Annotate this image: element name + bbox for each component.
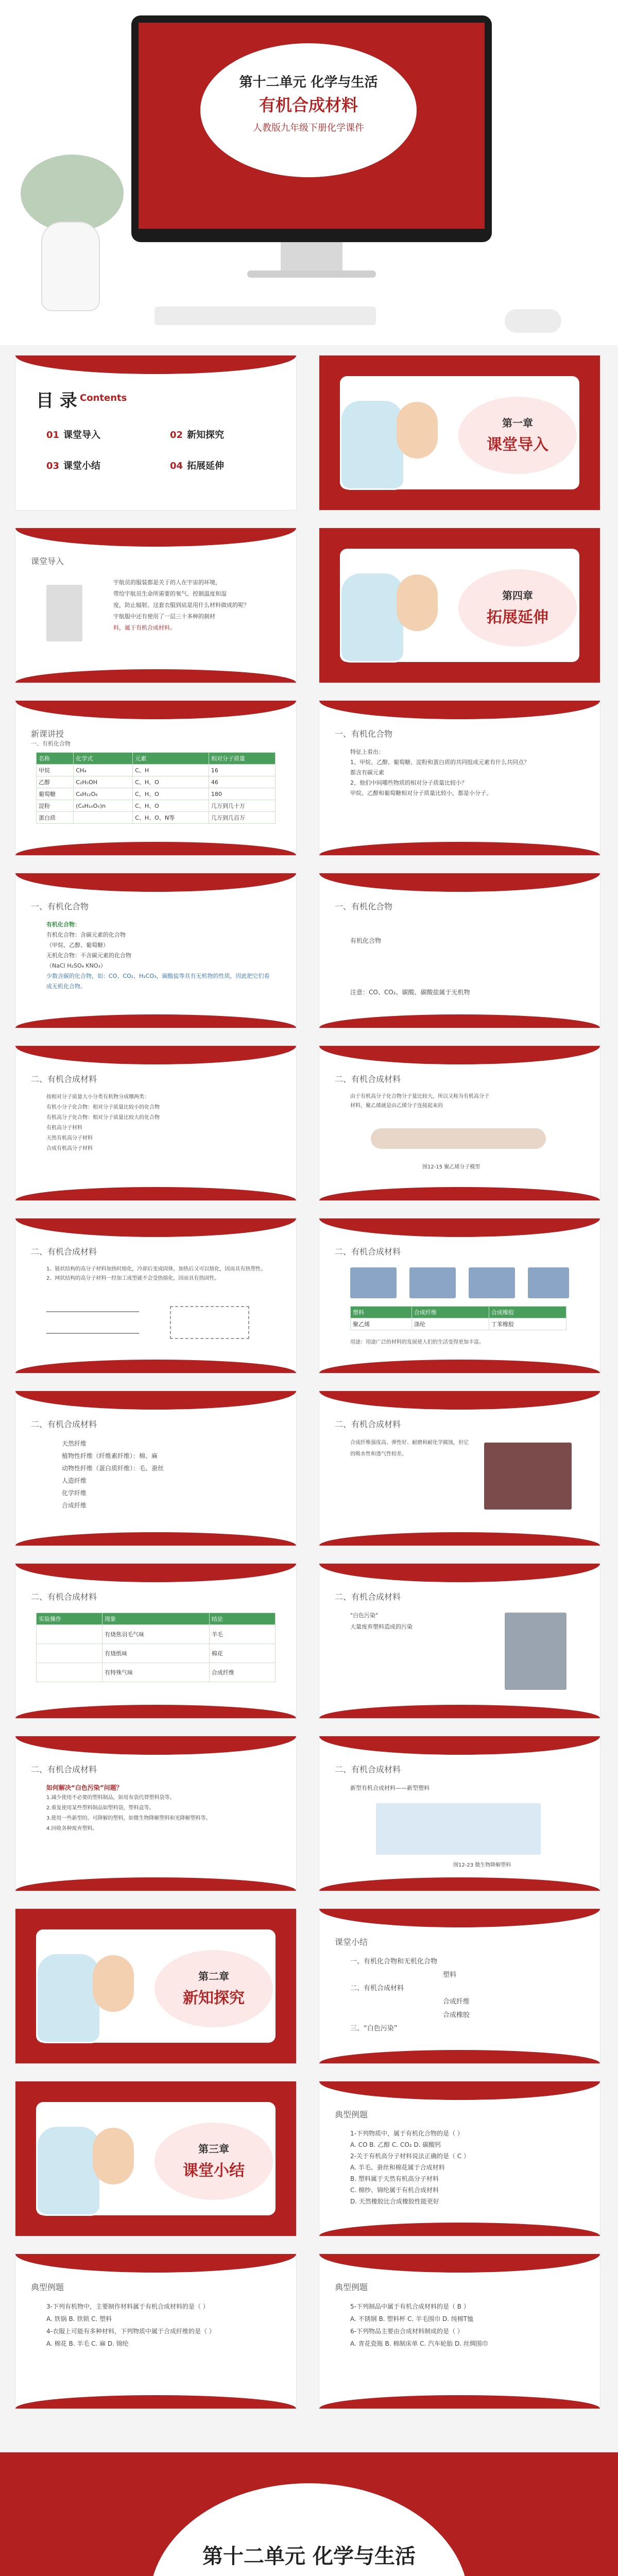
table-row: [37, 800, 276, 812]
scientist-kid-illustration: [93, 1955, 134, 2012]
pollution-slide: [319, 1564, 600, 1718]
text-line: 特征上看出：: [350, 749, 384, 755]
cell: C、H: [133, 765, 209, 776]
table-row: [37, 776, 276, 788]
slide-body: [46, 1092, 273, 1154]
bottom-curve: [319, 842, 600, 855]
bottom-curve: [15, 1187, 296, 1200]
text-line: 合成纤维: [62, 1502, 87, 1509]
scientist-kid-illustration: [397, 574, 438, 631]
text-line: A. 铁锅 B. 铁锁 C. 塑料: [46, 2315, 112, 2323]
flask-illustration: [340, 399, 405, 490]
text-line: 合成橡胶: [443, 2011, 470, 2019]
slide-body: [62, 1437, 288, 1512]
synthetic-slide-3: [15, 1218, 296, 1373]
synthetic-slide-2: [319, 1046, 600, 1200]
cell: 46: [209, 776, 275, 788]
top-curve: [15, 2254, 296, 2273]
keyboard: [154, 307, 376, 325]
cell: 涤纶: [411, 1318, 489, 1330]
header-cell: 结论: [209, 1613, 275, 1625]
recycle-slide: [319, 1736, 600, 1891]
text-line: A. 不锈钢 B. 塑料杯 C. 羊毛围巾 D. 纯棉T恤: [350, 2315, 474, 2323]
cell: C₆H₁₂O₆: [74, 788, 133, 800]
text-line: 有机高分子化合物：相对分子质量比较大的化合物: [46, 1115, 160, 1121]
text-line: 宇航员的服装都是关于的人在宇宙的环境，: [113, 579, 221, 586]
text-line: 少数含碳的化合物，如：CO、CO₂、H₂CO₃，碳酸盐等具有无机物的性质，因此把它们看成无机化合物。: [46, 973, 270, 990]
bottom-curve: [319, 2395, 600, 2409]
slide-subtitle: 一、有机化合物: [31, 740, 71, 747]
text-line: 材料，聚乙烯就是由乙烯分子连接起来的: [350, 1103, 443, 1109]
text-line: A. 棉花 B. 羊毛 C. 麻 D. 锦纶: [46, 2340, 129, 2347]
table-header-row: [37, 753, 276, 765]
experiment-slide: [15, 1564, 296, 1718]
figure-caption: 图12-23 微生物降解塑料: [453, 1862, 511, 1868]
slide-title: 典型例题: [31, 2282, 64, 2292]
slide-title: 二、有机合成材料: [31, 1765, 97, 1774]
text-line: A. CO B. 乙醇 C. CO₂ D. 碳酸钙: [350, 2141, 441, 2148]
monitor-base: [247, 270, 376, 278]
top-curve: [319, 1046, 600, 1064]
slide-body: [46, 1783, 273, 1834]
cell: [74, 812, 133, 824]
monitor-frame: [131, 15, 492, 242]
chapter-subtitle: 课堂导入: [487, 436, 548, 454]
toc-title: 目 录: [36, 391, 77, 411]
header-cell: 元素: [133, 753, 209, 765]
text-line: 有机小分子化合物：相对分子质量比较小的化合物: [46, 1105, 160, 1110]
example-slide-3: [319, 2254, 600, 2409]
top-curve: [319, 701, 600, 719]
text-line: 有机化合物：: [46, 921, 80, 928]
slide-title: 二、有机合成材料: [335, 1765, 401, 1774]
hero-subtitle: 人教版九年级下册化学课件: [253, 123, 364, 133]
bottom-curve: [15, 2395, 296, 2409]
chapter4-slide: [319, 528, 600, 683]
scientist-kid-illustration: [93, 2128, 134, 2184]
flask-illustration: [36, 1953, 101, 2043]
table-row: [351, 1318, 566, 1330]
cell: 有特殊气味: [102, 1663, 210, 1682]
text-line: 度，防止辐射。这套衣服到底是用什么材料做成的呢？: [113, 602, 249, 608]
top-curve: [15, 873, 296, 892]
toc-text: 课堂小结: [63, 461, 101, 471]
toc-num: 02: [170, 430, 183, 440]
text-line: 都含有碳元素: [350, 769, 384, 776]
bottom-curve: [319, 1532, 600, 1546]
text-line: 宇航服中还有使用了一层三十多种的制材: [113, 613, 215, 620]
bottom-curve: [15, 1705, 296, 1718]
cell: (C₆H₁₀O₅)n: [74, 800, 133, 812]
material-image: [469, 1267, 515, 1298]
bottom-curve: [15, 1877, 296, 1891]
top-curve: [15, 1736, 296, 1755]
chapter-subtitle: 拓展延伸: [487, 608, 548, 626]
slide-body: 用途：用途广泛的材料的发展使人们的生活变得更加丰富。: [350, 1340, 484, 1345]
text-line: 大量废弃塑料造成的污染: [350, 1623, 413, 1630]
toc-slide: [15, 355, 296, 510]
header-cell: 名称: [37, 753, 74, 765]
organic-slide-2: [15, 873, 296, 1028]
text-line: 植物性纤维（纤维素纤维）：棉、麻: [62, 1452, 158, 1460]
material-image: [409, 1267, 456, 1298]
cell: C、H、O: [133, 800, 209, 812]
cell: C、H、O: [133, 776, 209, 788]
text-line: 无机化合物：不含碳元素的化合物: [46, 952, 131, 959]
text-line: 化合: [363, 937, 375, 944]
bottom-curve: [319, 1187, 600, 1200]
network-structure-diagram: [170, 1306, 249, 1339]
final-title-line1: 第十二单元 化学与生活: [202, 2545, 416, 2568]
example-slide-2: [15, 2254, 296, 2409]
text-line: 带给宇航员生命所需要的氧气、控制温度和湿: [113, 590, 227, 597]
flask-illustration: [340, 572, 405, 663]
text-line: 1、甲烷、乙醇、葡萄糖、淀粉和蛋白质的共同组成元素有什么共同点？: [350, 759, 529, 766]
top-curve: [15, 528, 296, 547]
text-line: 人造纤维: [62, 1477, 87, 1484]
material-image: [350, 1267, 397, 1298]
text-line: 1.减少使用不必要的塑料制品，如用布袋代替塑料袋等。: [46, 1795, 175, 1801]
degradation-diagram: [376, 1803, 541, 1855]
text-line: 有机高分子材料: [46, 1125, 82, 1131]
slide-body: 新型有机合成材料——新型塑料: [350, 1785, 430, 1791]
white-pollution-slide: [15, 1736, 296, 1891]
slide-body: [350, 2300, 577, 2350]
table-slide: [15, 701, 296, 855]
text-line: 动物性纤维（蛋白质纤维）：毛、蚕丝: [62, 1465, 164, 1472]
text-line: A. 羊毛、蚕丝和棉花属于合成材料: [350, 2164, 445, 2171]
text-line: （甲烷、乙醇、葡萄糖）: [46, 942, 109, 948]
text-line: 如何解决“白色污染”问题？: [46, 1784, 123, 1791]
header-cell: 塑料: [351, 1307, 412, 1318]
text-line: 天然有机高分子材料: [46, 1136, 93, 1141]
cell: 聚乙烯: [351, 1318, 412, 1330]
slide-note: 注意：CO、CO₂、碳酸、碳酸盐属于无机物: [350, 989, 470, 996]
text-line: 由于有机高分子化合物分子量比较大，所以又称为有机高分子: [350, 1094, 489, 1099]
cell: 16: [209, 765, 275, 776]
bottom-curve: [15, 1014, 296, 1028]
top-curve: [15, 1391, 296, 1410]
toc-num: 04: [170, 461, 183, 471]
cell: [37, 1625, 102, 1644]
text-line: 有机: [350, 937, 363, 944]
closing-slide: [0, 2452, 618, 2576]
chapter3-slide: [15, 2081, 296, 2236]
text-line: 甲烷、乙醇和葡萄糖相对分子质量比较小，都是小分子。: [350, 790, 492, 796]
header-cell: 合成橡胶: [489, 1307, 566, 1318]
top-curve: [15, 1218, 296, 1237]
slide-title: 二、有机合成材料: [31, 1592, 97, 1602]
text-line: 天然纤维: [62, 1440, 87, 1447]
monitor-stand: [281, 242, 342, 273]
text-line: 按相对分子质量大小分类有机物分成哪两类：: [46, 1094, 149, 1100]
text-line: A. 青花瓷瓶 B. 棉制床单 C. 汽车轮胎 D. 丝绸围巾: [350, 2340, 488, 2347]
synthetic-slide-1: [15, 1046, 296, 1200]
slide-title: 二、有机合成材料: [335, 1592, 401, 1602]
cell: C、H、O、N等: [133, 812, 209, 824]
polymer-model-image: [371, 1128, 546, 1149]
top-curve: [15, 701, 296, 719]
summary-slide: [319, 1909, 600, 2063]
slide-body: [46, 2300, 273, 2350]
slide-body: [350, 1092, 577, 1111]
chain-structure-diagram: [46, 1311, 139, 1334]
table-row: [37, 1625, 276, 1644]
toc-item-1[interactable]: [46, 428, 100, 441]
cell: C₂H₅OH: [74, 776, 133, 788]
cell: 有烧焦羽毛气味: [102, 1625, 210, 1644]
toc-item-3[interactable]: [46, 459, 100, 472]
example-slide-1: [319, 2081, 600, 2236]
materials-table: [350, 1306, 566, 1330]
cell: 淀粉: [37, 800, 74, 812]
bottom-curve: [319, 2050, 600, 2063]
chapter2-slide: [15, 1909, 296, 2063]
fiber-slide-2: [319, 1391, 600, 1546]
slide-title: 二、有机合成材料: [335, 1074, 401, 1084]
hero-title-line2: 有机合成材料: [259, 95, 358, 115]
top-curve: [15, 1046, 296, 1064]
top-curve: [319, 1736, 600, 1755]
chapter-subtitle: 课堂小结: [183, 2162, 245, 2180]
cell: 丁苯橡胶: [489, 1318, 566, 1330]
cell: [37, 1644, 102, 1663]
bottom-curve: [319, 1360, 600, 1373]
text-line: 料，属于有机合成材料。: [113, 624, 176, 631]
text-line: B. 塑料属于天然有机高分子材料: [350, 2175, 439, 2182]
scientist-kid-illustration: [397, 402, 438, 459]
table-row: [37, 765, 276, 776]
title-slide-preview: [139, 23, 485, 229]
figure-caption: 图12-15 聚乙烯分子模型: [422, 1164, 480, 1170]
slide-body: [350, 2128, 577, 2207]
header-cell: 实验操作: [37, 1613, 102, 1625]
bottom-curve: [319, 1014, 600, 1028]
bottom-curve: [15, 1360, 296, 1373]
cell: 蛋白质: [37, 812, 74, 824]
top-curve: [319, 2254, 600, 2273]
top-curve: [15, 1564, 296, 1582]
slide-body: 合成纤维强度高、弹性好、耐磨和耐化学腐蚀，但它的吸水性和透气性较差。: [350, 1440, 469, 1457]
organic-slide-1: [319, 701, 600, 855]
slide-title: 课堂导入: [31, 556, 64, 566]
cell: 葡萄糖: [37, 788, 74, 800]
fiber-slide-1: [15, 1391, 296, 1546]
bottom-curve: [319, 1705, 600, 1718]
text-line: 二、有机合成材料: [350, 1985, 404, 1992]
text-line: 合成纤维: [443, 1998, 470, 2006]
mouse: [505, 309, 561, 333]
text-line: 三、“白色污染”: [350, 2025, 398, 2032]
toc-text: 新知探究: [187, 430, 225, 440]
toc-num: 03: [46, 461, 60, 471]
top-curve: [319, 1391, 600, 1410]
slide-title: 二、有机合成材料: [335, 1419, 401, 1429]
cell: 几万到几百万: [209, 812, 275, 824]
header-cell: 合成纤维: [411, 1307, 489, 1318]
text-line: （NaCl H₂SO₄ KNO₃）: [46, 962, 106, 969]
text-line: 4.回收各种废弃塑料。: [46, 1826, 98, 1832]
toc-text: 课堂导入: [63, 430, 101, 440]
table-row: [37, 812, 276, 824]
table-header-row: [351, 1307, 566, 1318]
intro-slide: [15, 528, 296, 683]
text-line: 化学纤维: [62, 1489, 87, 1497]
cell: 羊毛: [209, 1625, 275, 1644]
top-curve: [319, 1218, 600, 1237]
table-row: [37, 788, 276, 800]
final-title-line2: [170, 2571, 448, 2576]
header-cell: 化学式: [74, 753, 133, 765]
flask-illustration: [36, 2125, 101, 2216]
chapter-title: 第二章: [198, 1970, 229, 1982]
slide-body: [350, 747, 577, 799]
hero-mockup: [0, 0, 618, 345]
header-cell: 相对分子质量: [209, 753, 275, 765]
top-curve: [319, 1909, 600, 1927]
slide-body: [350, 1610, 484, 1633]
cell: 有烧纸味: [102, 1644, 210, 1663]
slide-title: 二、有机合成材料: [31, 1247, 97, 1257]
text-line: 2、网状结构的高分子材料一经加工成型就不会受热熔化，因而具有热固性。: [46, 1276, 220, 1281]
cell: 180: [209, 788, 275, 800]
chapter-subtitle: 新知探究: [183, 1989, 245, 2007]
text-line: 塑料: [443, 1971, 457, 1979]
experiment-table: [36, 1613, 276, 1682]
astronaut-image: [46, 585, 82, 641]
slide-body: [46, 1265, 273, 1283]
slide-title: 一、有机化合物: [31, 902, 89, 911]
toc-num: 01: [46, 430, 60, 440]
top-curve: [319, 2081, 600, 2100]
bottom-curve: [15, 1532, 296, 1546]
text-line: 5-下列制品中属于有机合成材料的是（ B ）: [350, 2303, 470, 2310]
bottom-curve: [319, 2223, 600, 2236]
compound-table: [36, 752, 276, 824]
slide-body: [113, 577, 278, 634]
synthetic-slide-4: [319, 1218, 600, 1373]
text-line: 1-下列物质中，属于有机化合物的是（ ）: [350, 2130, 464, 2137]
top-curve: [15, 355, 296, 374]
slide-title: 新课讲授: [31, 729, 64, 739]
slide-title: 二、有机合成材料: [335, 1247, 401, 1257]
text-line: 一、有机化合物和无机化合物: [350, 1958, 438, 1965]
table-header-row: [37, 1613, 276, 1625]
text-line: C. 棉纱、锦纶属于有机合成材料: [350, 2187, 439, 2194]
garbage-image: [505, 1613, 566, 1690]
top-curve: [319, 1564, 600, 1582]
cell: CH₄: [74, 765, 133, 776]
text-line: 2-关于有机高分子材料说法正确的是（ C ）: [350, 2153, 470, 2160]
top-curve: [319, 873, 600, 892]
text-line: 3.使用一些新型的、可降解的塑料，如微生物降解塑料和光降解塑料等。: [46, 1816, 211, 1821]
toc-subtitle: Contents: [80, 393, 127, 403]
cell: 棉花: [209, 1644, 275, 1663]
text-line: 3-下列有机物中，主要制作材料属于有机合成材料的是（ ）: [46, 2303, 209, 2310]
cell: 乙醇: [37, 776, 74, 788]
text-line: "白色污染": [350, 1612, 379, 1619]
text-line: D. 天然橡胶比合成橡胶性能更好: [350, 2198, 439, 2205]
chapter1-slide: [319, 355, 600, 510]
text-line: 1、链状结构的高分子材料加热时熔化，冷却后变成固体，加热后又可以熔化，因而具有热塑性。: [46, 1266, 266, 1272]
chapter-title: 第一章: [502, 417, 533, 429]
table-row: [37, 1644, 276, 1663]
text-line: 合成有机高分子材料: [46, 1146, 93, 1151]
cell: [37, 1663, 102, 1682]
slide-title: 典型例题: [335, 2282, 368, 2292]
vase-decoration: [41, 222, 100, 311]
cell: 合成纤维: [209, 1663, 275, 1682]
clothing-store-image: [484, 1443, 572, 1510]
slide-body: [46, 920, 273, 992]
slide-title: 典型例题: [335, 2110, 368, 2120]
chapter-title: 第四章: [502, 589, 533, 602]
bottom-curve: [319, 1877, 600, 1891]
text-line: 物: [375, 937, 382, 944]
table-row: [37, 1663, 276, 1682]
text-line: 2.重复使用某些塑料制品如塑料袋，塑料盒等。: [46, 1805, 154, 1811]
text-line: 有机化合物：含碳元素的化合物: [46, 931, 126, 938]
cell: C、H、O: [133, 788, 209, 800]
slide-title: 课堂小结: [335, 1937, 368, 1947]
toc-item-4[interactable]: [170, 459, 224, 472]
chapter-title: 第三章: [198, 2143, 229, 2155]
plant-decoration: [21, 155, 124, 232]
slide-title: 一、有机化合物: [335, 902, 393, 911]
slide-title: 二、有机合成材料: [31, 1419, 97, 1429]
organic-slide-3: [319, 873, 600, 1028]
toc-text: 拓展延伸: [187, 461, 225, 471]
slide-title: 一、有机化合物: [335, 729, 393, 739]
text-line: 6-下列物品主要由合成材料制成的是（ ）: [350, 2328, 464, 2335]
toc-item-2[interactable]: [170, 428, 224, 441]
bottom-curve: [15, 842, 296, 855]
slide-body: [350, 935, 577, 946]
text-line: 2、他们中间哪些物质的相对分子质量比较小？: [350, 779, 467, 786]
hero-title-line1: 第十二单元 化学与生活: [239, 75, 378, 90]
header-cell: 现象: [102, 1613, 210, 1625]
text-line: 4-衣服上可能有多种材料，下列物质中属于合成纤维的是（ ）: [46, 2328, 215, 2335]
slide-title: 二、有机合成材料: [31, 1074, 97, 1084]
cell: 甲烷: [37, 765, 74, 776]
slide-body: [350, 1955, 577, 2036]
cell: 几万到几十万: [209, 800, 275, 812]
bottom-curve: [15, 669, 296, 683]
material-image: [528, 1267, 569, 1298]
